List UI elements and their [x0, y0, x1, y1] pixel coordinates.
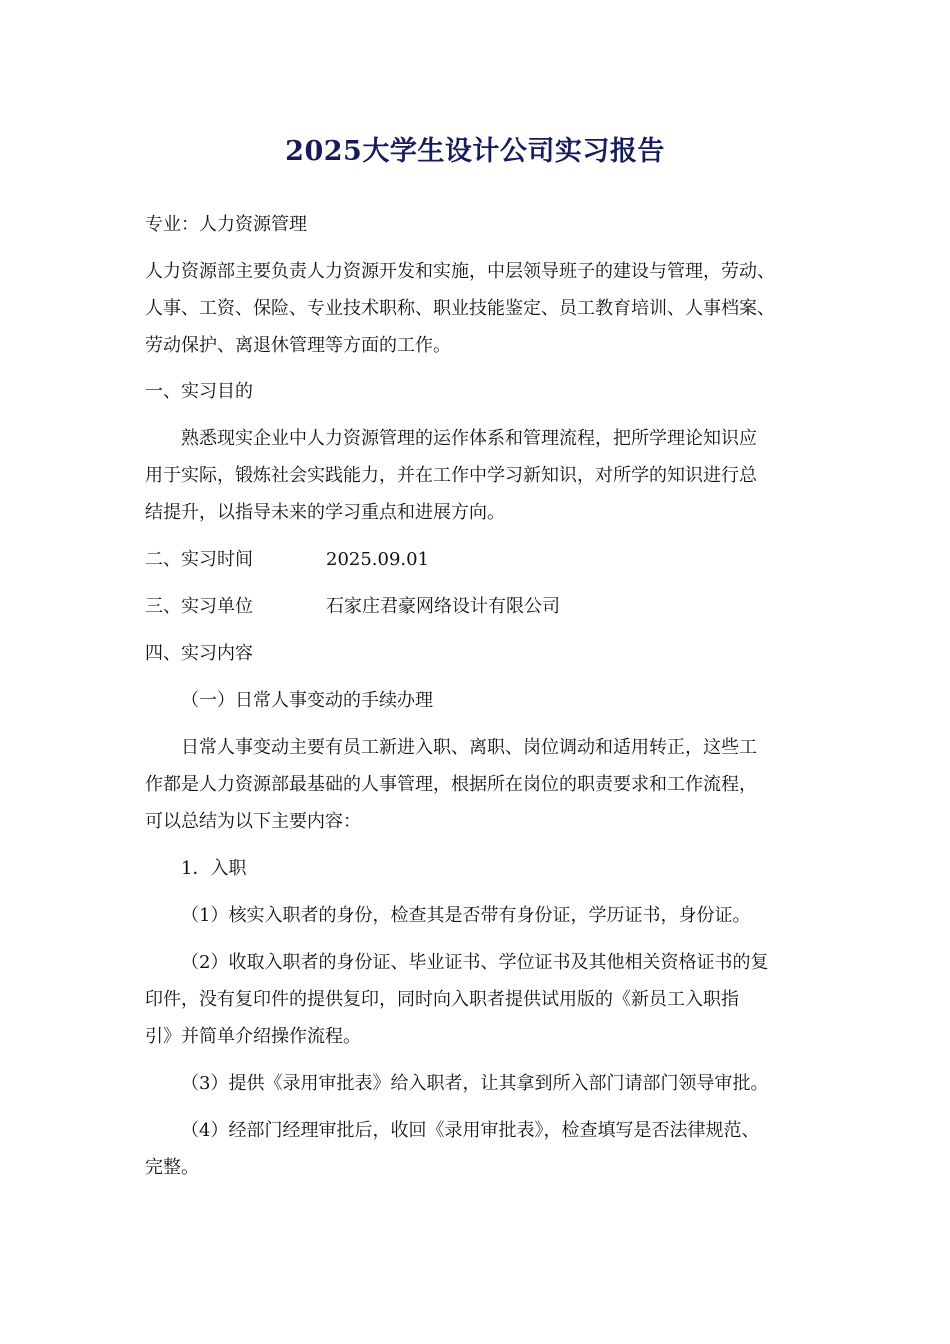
- step3-line: （3）提供《录用审批表》给入职者，让其拿到所入部门请部门领导审批。: [181, 1073, 769, 1094]
- section3-value: 石家庄君豪网络设计有限公司: [326, 596, 560, 617]
- section1-body-line-2: 用于实际，锻炼社会实践能力，并在工作中学习新知识，对所学的知识进行总: [145, 465, 757, 486]
- section1-heading: 一、实习目的: [145, 381, 253, 402]
- section2-value: 2025.09.01: [326, 549, 430, 570]
- step1-line: （1）核实入职者的身份，检查其是否带有身份证，学历证书，身份证。: [181, 905, 751, 926]
- section1-body-line-1: 熟悉现实企业中人力资源管理的运作体系和管理流程，把所学理论知识应: [181, 428, 757, 449]
- sub1-body-line-3: 可以总结为以下主要内容：: [145, 811, 361, 832]
- intro-line-2: 人事、工资、保险、专业技术职称、职业技能鉴定、员工教育培训、人事档案、: [145, 298, 775, 319]
- step2-line-2: 印件，没有复印件的提供复印，同时向入职者提供试用版的《新员工入职指: [145, 989, 739, 1010]
- sub1-body-line-1: 日常人事变动主要有员工新进入职、离职、岗位调动和适用转正，这些工: [181, 737, 757, 758]
- major-line: 专业：人力资源管理: [145, 214, 307, 235]
- section2-row: [145, 541, 815, 578]
- item1-heading: 1．入职: [181, 858, 247, 879]
- intro-line-1: 人力资源部主要负责人力资源开发和实施，中层领导班子的建设与管理，劳动、: [145, 261, 775, 282]
- sub1-body-line-2: 作都是人力资源部最基础的人事管理，根据所在岗位的职责要求和工作流程，: [145, 774, 757, 795]
- sub1-heading: （一）日常人事变动的手续办理: [181, 690, 433, 711]
- document-title: 2025大学生设计公司实习报告: [285, 136, 665, 167]
- section2-label: 二、实习时间: [145, 549, 253, 570]
- step4-line-2: 完整。: [145, 1157, 199, 1178]
- intro-line-3: 劳动保护、离退休管理等方面的工作。: [145, 335, 451, 356]
- step4-line-1: （4）经部门经理审批后，收回《录用审批表》，检查填写是否法律规范、: [181, 1120, 760, 1141]
- step2-line-3: 引》并简单介绍操作流程。: [145, 1026, 361, 1047]
- step2-line-1: （2）收取入职者的身份证、毕业证书、学位证书及其他相关资格证书的复: [181, 952, 769, 973]
- section1-body-line-3: 结提升，以指导未来的学习重点和进展方向。: [145, 502, 505, 523]
- section3-row: [145, 588, 815, 625]
- section3-label: 三、实习单位: [145, 596, 253, 617]
- section4-heading: 四、实习内容: [145, 643, 253, 664]
